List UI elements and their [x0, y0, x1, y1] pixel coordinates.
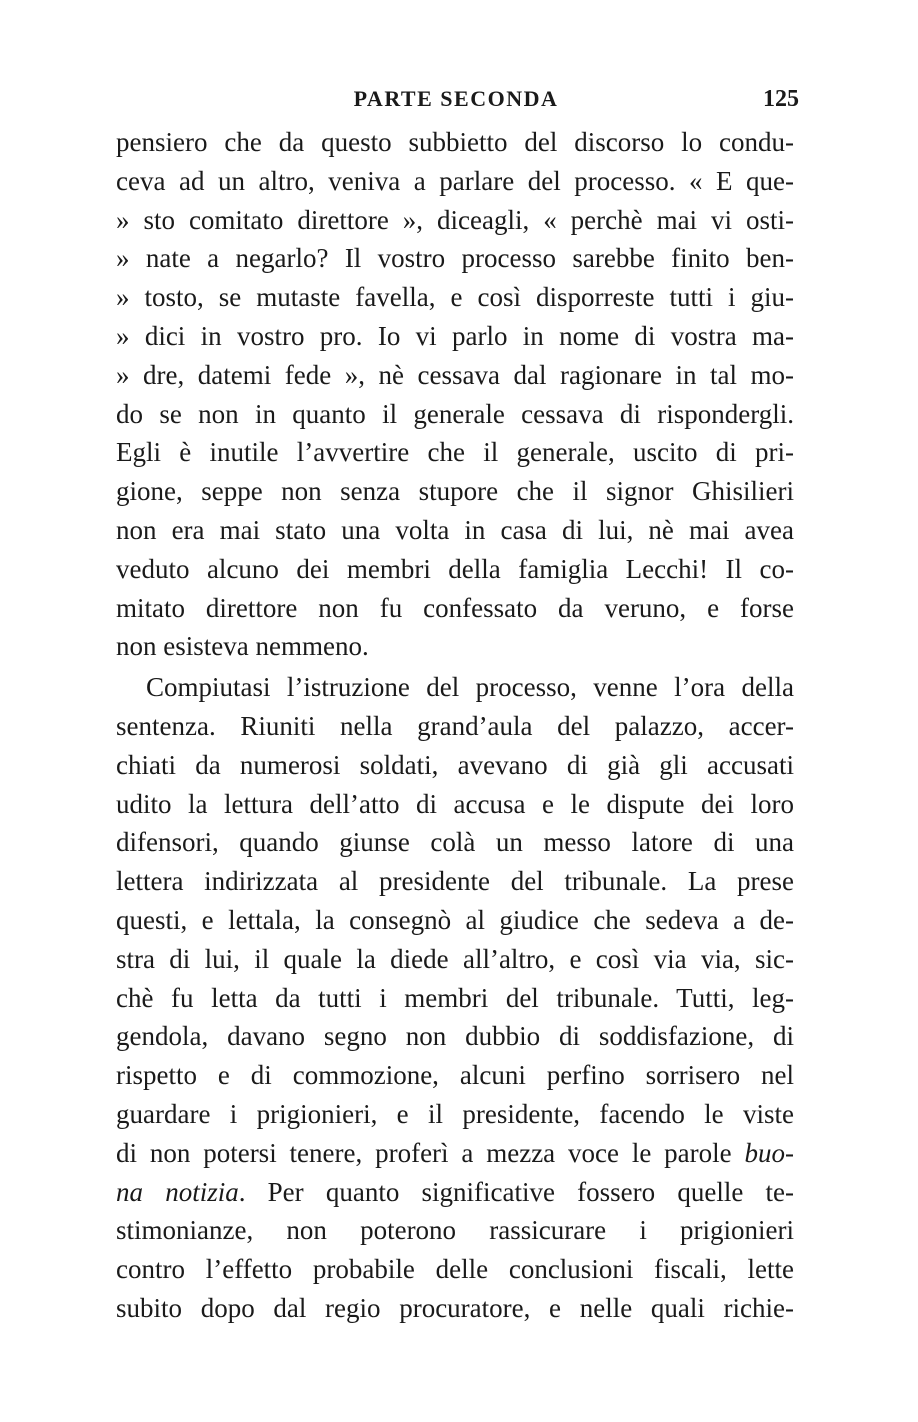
text-line: stimonianze, non poterono rassicurare i prigionieri — [116, 1215, 794, 1246]
text-run: di non potersi tenere, proferì a mezza voce le parole — [116, 1137, 745, 1168]
text-line: » nate a negarlo? Il vostro processo sarebbe finito ben- — [116, 243, 794, 274]
text-line: contro l’effetto probabile delle conclusioni fiscali, lette — [116, 1254, 794, 1285]
text-line: subito dopo dal regio procuratore, e nelle quali richie- — [116, 1292, 794, 1323]
text-line: Compiutasi l’istruzione del processo, venne l’ora della — [146, 672, 794, 703]
text-line: » dre, datemi fede », nè cessava dal ragionare in tal mo- — [116, 359, 794, 390]
text-line: sentenza. Riuniti nella grand’aula del palazzo, accer- — [116, 710, 794, 741]
text-line: pensiero che da questo subbietto del discorso lo condu- — [116, 127, 794, 157]
text-line: do se non in quanto il generale cessava di rispondergli. — [116, 398, 794, 429]
text-line: gione, seppe non senza stupore che il signor Ghisilieri — [116, 476, 794, 507]
text-line: » sto comitato direttore », diceagli, « perchè mai vi osti- — [116, 204, 794, 235]
text-line: questi, e lettala, la consegnò al giudice che sedeva a de- — [116, 904, 794, 935]
text-line: chè fu letta da tutti i membri del tribunale. Tutti, leg- — [116, 982, 794, 1013]
text-line: ceva ad un altro, veniva a parlare del processo. « E que- — [116, 165, 794, 196]
paragraph-2 — [116, 668, 794, 1328]
text-line: lettera indirizzata al presidente del tribunale. La prese — [116, 866, 794, 897]
text-line: chiati da numerosi soldati, avevano di già gli accusati — [116, 749, 794, 780]
text-line: gendola, davano segno non dubbio di soddisfazione, di — [116, 1021, 794, 1052]
text-line: stra di lui, il quale la diede all’altro, e così via via, sic- — [116, 943, 794, 974]
text-run: . Per quanto significative fossero quelle te- — [238, 1176, 794, 1207]
text-line: guardare i prigionieri, e il presidente, facendo le viste — [116, 1098, 794, 1129]
text-line-mixed — [116, 1134, 794, 1173]
italic-text-run: buo- — [744, 1137, 794, 1168]
text-line: » tosto, se mutaste favella, e così disporreste tutti i giu- — [116, 282, 794, 313]
running-head-title: PARTE SECONDA — [353, 86, 559, 111]
text-line: udito la lettura dell’atto di accusa e le dispute dei loro — [116, 788, 794, 819]
text-line: non era mai stato una volta in casa di lui, nè mai avea — [116, 514, 794, 545]
text-line: veduto alcuno dei membri della famiglia Lecchi! Il co- — [116, 553, 794, 584]
text-line-mixed — [116, 1173, 794, 1212]
italic-text-run: na notizia — [116, 1176, 239, 1207]
body-text — [116, 123, 794, 1328]
text-line: mitato direttore non fu confessato da veruno, e forse — [116, 592, 794, 623]
text-line: difensori, quando giunse colà un messo latore di una — [116, 827, 794, 858]
text-line: non esisteva nemmeno. — [116, 631, 369, 662]
text-line: rispetto e di commozione, alcuni perfino sorrisero nel — [116, 1060, 794, 1091]
text-line: » dici in vostro pro. Io vi parlo in nome di vostra ma- — [116, 320, 794, 351]
text-line: Egli è inutile l’avvertire che il generale, uscito di pri- — [116, 437, 794, 468]
page-number: 125 — [763, 86, 799, 112]
running-head — [113, 82, 799, 116]
paragraph-1 — [116, 123, 794, 666]
